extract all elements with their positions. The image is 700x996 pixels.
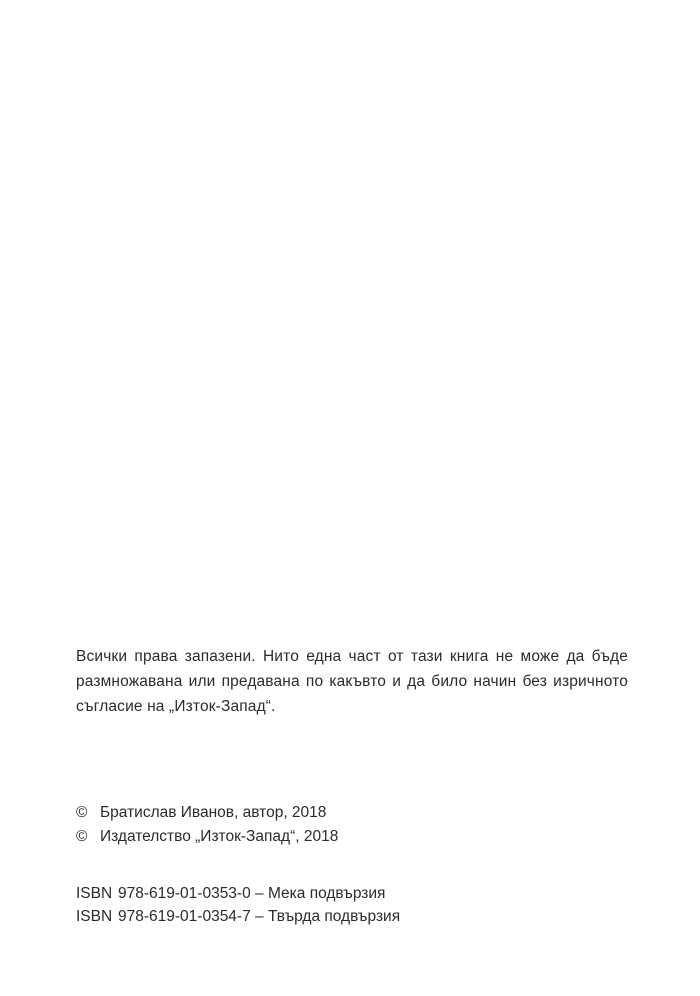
- isbn-value: 978-619-01-0354-7 – Твърда подвързия: [118, 908, 401, 925]
- rights-notice: Всички права запазени. Нито една част от тази книга не може да бъде размножавана или предавана по какъвто и да било начин без изричното съгласие на „Изток-Запад“.: [76, 648, 628, 715]
- copyright-symbol: ©: [76, 828, 88, 845]
- copyright-symbol: ©: [76, 804, 88, 821]
- isbn-value: 978-619-01-0353-0 – Мека подвързия: [118, 885, 386, 902]
- copyright-text: Издателство „Изток-Запад“, 2018: [100, 828, 339, 845]
- isbn-line: [76, 905, 400, 928]
- copyright-line: [76, 801, 338, 825]
- copyright-line: [76, 825, 338, 849]
- isbn-line: [76, 882, 400, 905]
- isbn-block: [76, 882, 400, 928]
- isbn-label: ISBN: [76, 885, 113, 902]
- isbn-label: ISBN: [76, 908, 113, 925]
- copyright-block: [76, 801, 338, 849]
- copyright-text: Братислав Иванов, автор, 2018: [100, 804, 327, 821]
